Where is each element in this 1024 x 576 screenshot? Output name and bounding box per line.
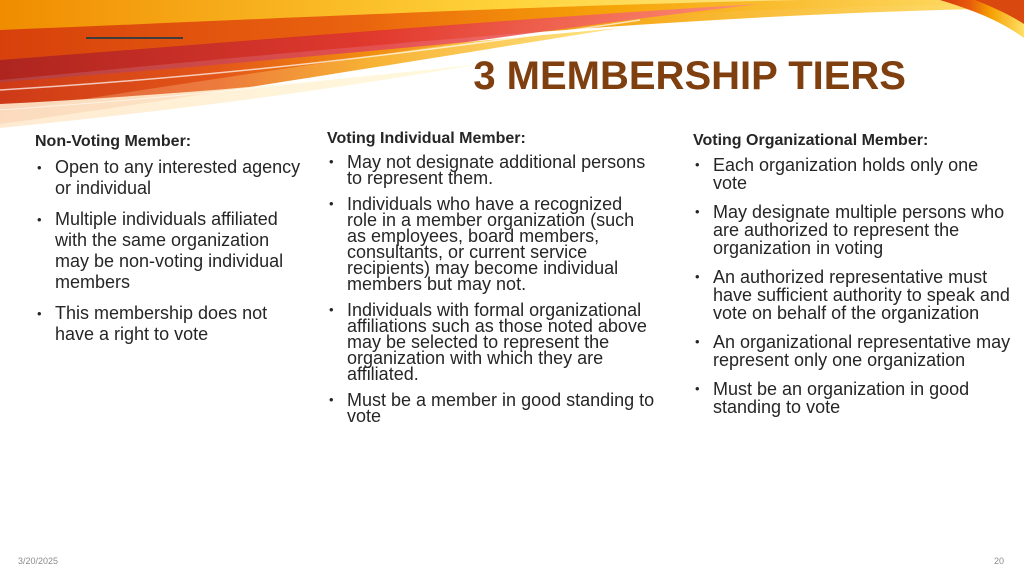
bullet-list [327, 154, 657, 424]
column-heading: Voting Organizational Member: [693, 132, 929, 149]
list-item: • May designate multiple persons who are authorized to represent the organization in voting [693, 203, 1013, 257]
list-item: • Individuals who have a recognized role in a member organization (such as employees, board members, consultants, or current service recipients) may become individual members but may not. [327, 196, 657, 292]
list-item: • May not designate additional persons to represent them. [327, 154, 657, 186]
list-item: • Must be an organization in good standing to vote [693, 380, 1013, 416]
footer-date: 3/20/2025 [18, 556, 59, 566]
voting-organizational-member-column [693, 132, 1013, 427]
list-item: • Each organization holds only one vote [693, 156, 1013, 192]
list-item: • Open to any interested agency or individual [35, 157, 305, 199]
list-item: • An authorized representative must have sufficient authority to speak and vote on behalf of the organization [693, 268, 1013, 322]
bullet-list [35, 157, 305, 345]
voting-individual-member-column [327, 130, 657, 434]
page-number: 20 [993, 556, 1004, 566]
column-heading: Non-Voting Member: [35, 133, 192, 150]
non-voting-member-column [35, 133, 305, 355]
column-heading: Voting Individual Member: [327, 130, 526, 147]
list-item: • Must be a member in good standing to vote [327, 392, 657, 424]
list-item: • Individuals with formal organizational affiliations such as those noted above may be selected to represent the organization with which they are affiliated. [327, 302, 657, 382]
list-item: • An organizational representative may represent only one organization [693, 333, 1013, 369]
list-item: • This membership does not have a right to vote [35, 303, 305, 345]
bullet-list [693, 156, 1013, 416]
list-item: • Multiple individuals affiliated with the same organization may be non-voting individual members [35, 209, 305, 293]
slide-title: 3 MEMBERSHIP TIERS [473, 54, 906, 98]
